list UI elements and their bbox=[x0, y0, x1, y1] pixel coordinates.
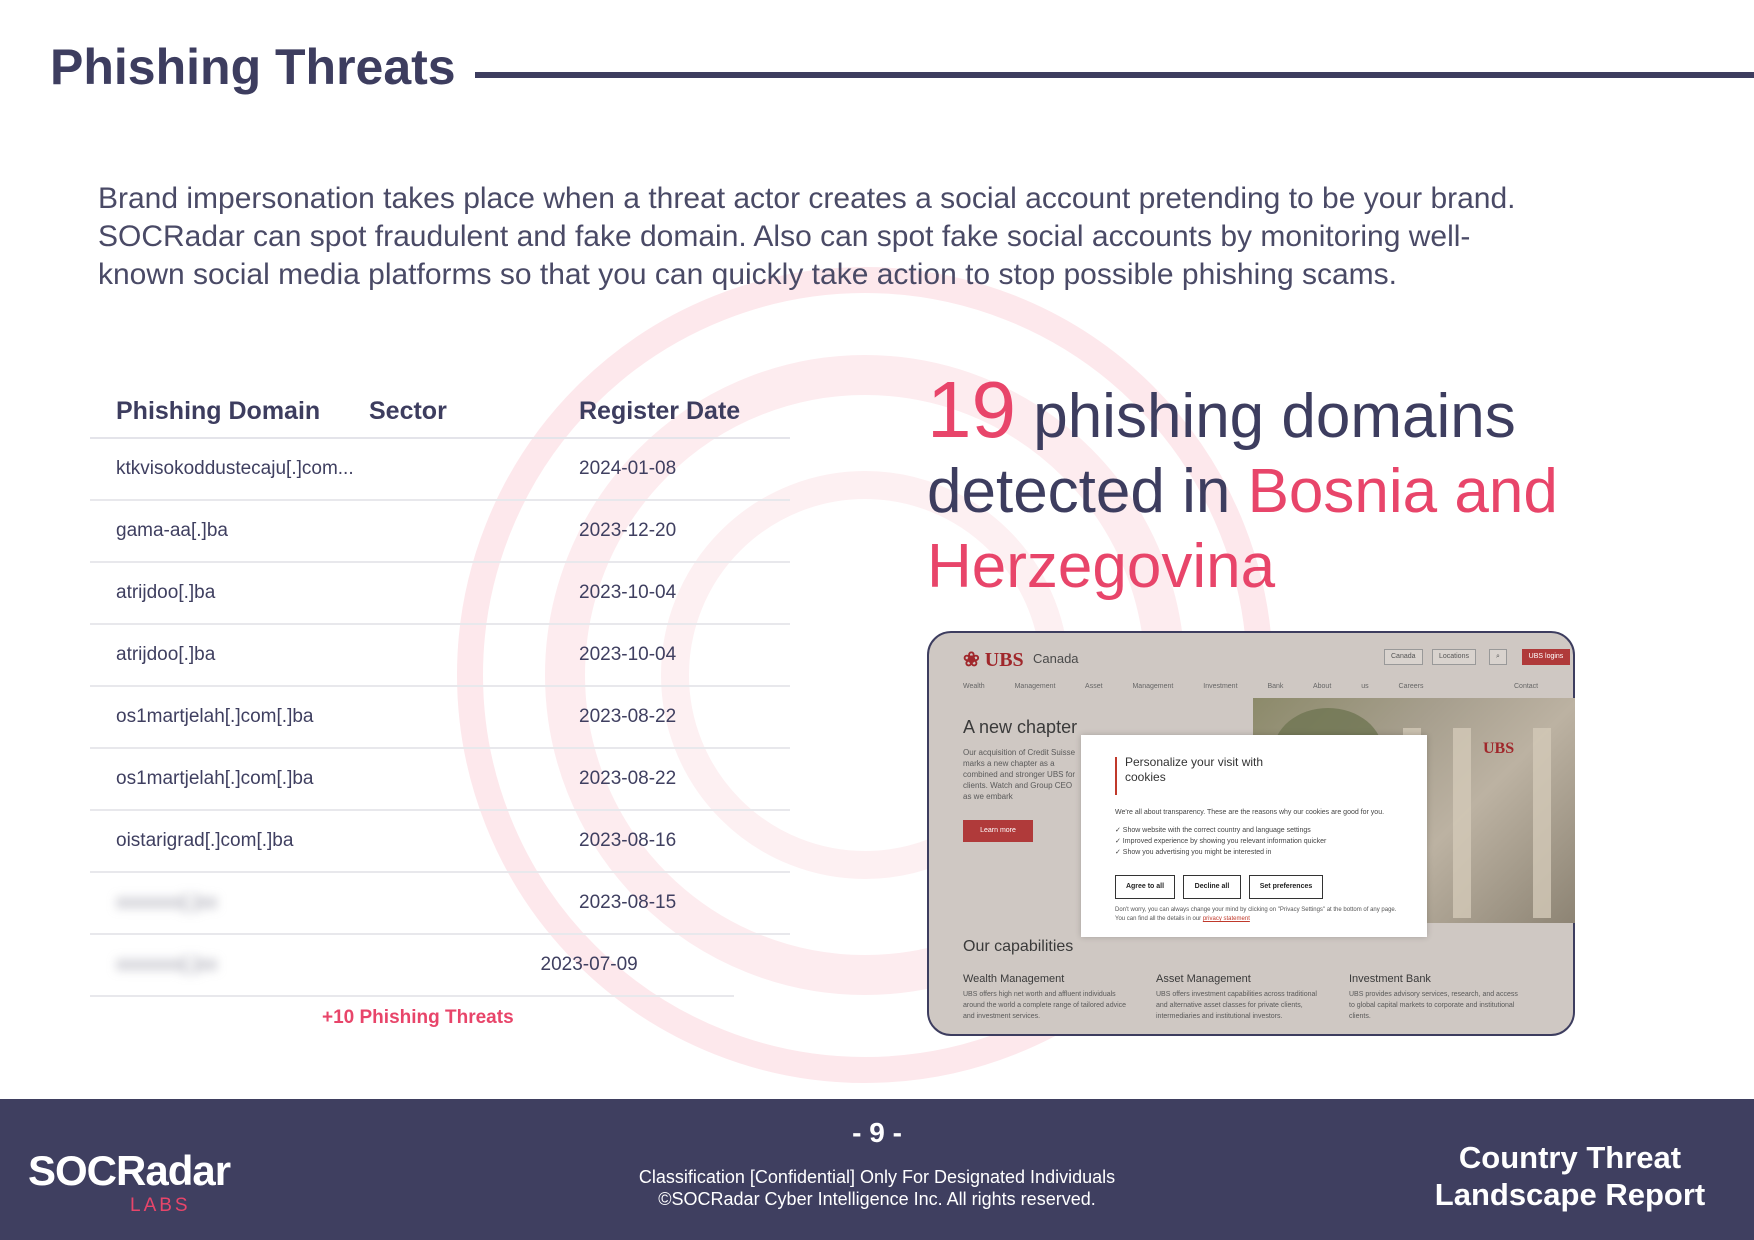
date-cell: 2023-07-09 bbox=[540, 954, 638, 975]
region-label: Canada bbox=[1033, 651, 1079, 666]
cookie-item: ✓ Improved experience by showing you relevant information quicker bbox=[1115, 838, 1327, 845]
page-title: Phishing Threats bbox=[50, 39, 456, 95]
logo-labs: LABS bbox=[130, 1195, 191, 1216]
table-row bbox=[90, 501, 790, 563]
header-domain: Phishing Domain bbox=[116, 396, 321, 425]
search-icon: ⌕ bbox=[1489, 649, 1507, 665]
domain-cell: os1martjelah[.]com[.]ba bbox=[116, 706, 314, 727]
domain-cell-redacted: xxxxxxx[.]xx bbox=[116, 954, 218, 975]
chapter-title: A new chapter bbox=[963, 717, 1078, 737]
cookie-title: Personalize your visit with cookies bbox=[1125, 755, 1264, 784]
copyright-text: ©SOCRadar Cyber Intelligence Inc. All rights reserved. bbox=[658, 1189, 1096, 1209]
date-cell: 2023-10-04 bbox=[579, 644, 677, 665]
table-row bbox=[90, 687, 790, 749]
table-row bbox=[90, 563, 790, 625]
domain-cell: oistarigrad[.]com[.]ba bbox=[116, 830, 294, 851]
chapter-text: Our acquisition of Credit Suisse marks a new chapter as a combined and stronger UBS for clients. Watch and Group CEO as we embark bbox=[963, 748, 1076, 801]
domain-cell: atrijdoo[.]ba bbox=[116, 644, 216, 665]
screenshot-nav: Wealth Management Asset Management Investment Bank About us Careers bbox=[963, 683, 1424, 690]
header-sector: Sector bbox=[369, 396, 447, 425]
agree-button: Agree to all bbox=[1115, 875, 1175, 899]
decline-button: Decline all bbox=[1183, 875, 1241, 899]
table-row bbox=[90, 439, 790, 501]
domain-cell: atrijdoo[.]ba bbox=[116, 582, 216, 603]
logo-wordmark: SOCRadar bbox=[28, 1147, 231, 1194]
headline-text: phishing domains detected in bbox=[927, 382, 1516, 526]
cookie-item: ✓ Show website with the correct country and language settings bbox=[1115, 827, 1311, 834]
header-date: Register Date bbox=[579, 396, 741, 425]
phishing-table bbox=[90, 385, 790, 997]
table-header bbox=[90, 385, 790, 439]
headline-count: 19 bbox=[927, 365, 1016, 454]
headline bbox=[927, 365, 1627, 604]
cookie-footer: Don't worry, you can always change your mind by clicking on "Privacy Settings" at the bottom of any page. You can find all the details in our privacy statement bbox=[1115, 907, 1397, 922]
login-button: UBS logins bbox=[1522, 649, 1570, 665]
contact-link: Contact bbox=[1514, 683, 1539, 690]
capability-text: UBS offers high net worth and affluent individuals around the world a complete range of tailored advice and investment services. bbox=[963, 991, 1127, 1020]
preferences-button: Set preferences bbox=[1249, 875, 1323, 899]
report-title: Country Threat Landscape Report bbox=[1434, 1140, 1706, 1212]
locations-button: Locations bbox=[1432, 649, 1476, 665]
cookie-dialog bbox=[1081, 735, 1427, 937]
domain-cell: ktkvisokoddustecaju[.]com... bbox=[116, 458, 354, 479]
headline-country: Bosnia and Herzegovina bbox=[927, 457, 1558, 601]
domain-cell: os1martjelah[.]com[.]ba bbox=[116, 768, 314, 789]
classification-text: Classification [Confidential] Only For Designated Individuals bbox=[638, 1167, 1116, 1187]
table-row bbox=[90, 873, 790, 935]
cookie-list bbox=[1115, 825, 1326, 858]
title-rule bbox=[475, 72, 1754, 78]
page-number: - 9 - bbox=[852, 1117, 902, 1148]
capability-card bbox=[1349, 973, 1519, 1022]
table-row bbox=[90, 935, 734, 997]
cookie-lead: We're all about transparency. These are the reasons why our cookies are good for you. bbox=[1115, 809, 1385, 816]
column-shape bbox=[1533, 728, 1551, 918]
more-threats-label: +10 Phishing Threats bbox=[322, 1007, 514, 1028]
building-sign: UBS bbox=[1483, 740, 1515, 757]
learn-more-button: Learn more bbox=[963, 820, 1033, 842]
date-cell: 2023-10-04 bbox=[579, 582, 677, 603]
table-row bbox=[90, 625, 790, 687]
date-cell: 2023-08-16 bbox=[579, 830, 677, 851]
privacy-link: privacy statement bbox=[1202, 916, 1250, 922]
table-row bbox=[90, 749, 790, 811]
capability-title: Investment Bank bbox=[1349, 973, 1431, 985]
phishing-site-screenshot bbox=[927, 631, 1575, 1036]
intro-paragraph: Brand impersonation takes place when a threat actor creates a social account pretending to be your brand. SOCRadar can spot fraudulent and fake domain. Also can spot fake social accounts by monitoring well-known social media platforms so that you can quickly take action to stop possible phishing scams. bbox=[98, 182, 1516, 291]
domain-cell: gama-aa[.]ba bbox=[116, 520, 228, 541]
date-cell: 2023-08-22 bbox=[579, 706, 677, 727]
date-cell: 2023-08-22 bbox=[579, 768, 677, 789]
domain-cell-redacted: xxxxxxx[.]xx bbox=[116, 892, 218, 913]
screenshot-header bbox=[929, 633, 1573, 673]
ubs-logo: ❀ UBS bbox=[963, 649, 1024, 671]
country-select: Canada bbox=[1384, 649, 1423, 665]
date-cell: 2024-01-08 bbox=[579, 458, 677, 479]
capability-title: Wealth Management bbox=[963, 973, 1065, 985]
capability-card bbox=[963, 973, 1133, 1022]
cookie-item: ✓ Show you advertising you might be interested in bbox=[1115, 849, 1272, 856]
capability-title: Asset Management bbox=[1156, 973, 1251, 985]
date-cell: 2023-12-20 bbox=[579, 520, 677, 541]
footer bbox=[0, 1099, 1754, 1240]
capability-text: UBS offers investment capabilities across traditional and alternative asset classes for private clients, intermediaries and institutional investors. bbox=[1156, 991, 1317, 1020]
capabilities-title: Our capabilities bbox=[963, 938, 1074, 955]
capability-card bbox=[1156, 973, 1326, 1022]
capability-text: UBS provides advisory services, research, and access to global capital markets to corporate and institutional clients. bbox=[1349, 991, 1518, 1020]
column-shape bbox=[1453, 728, 1471, 918]
table-row bbox=[90, 811, 790, 873]
date-cell: 2023-08-15 bbox=[579, 892, 677, 913]
cookie-accent-bar bbox=[1115, 757, 1117, 795]
